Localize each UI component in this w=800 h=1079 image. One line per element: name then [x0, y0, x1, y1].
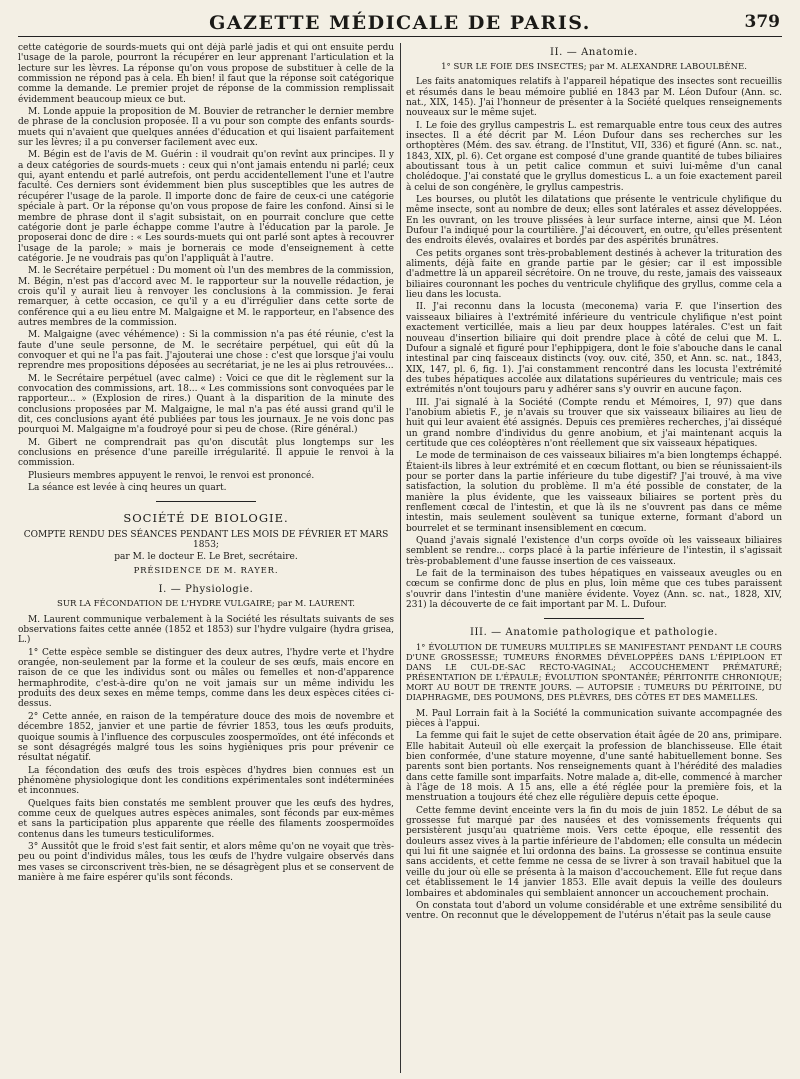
paragraph: Cette femme devint enceinte vers la fin du mois de juin 1852. Le début de sa grossesse fut marqué par des nausées et des vomissements fréquents qui persistèrent jusqu'au quatrième mois. Vers cette époque, elle ressentit des douleurs assez vives à la partie inférieure de l'abdomen; elle consulta un médecin qui lui fit une saignée et lui ordonna des bains. La grossesse se continua ensuite sans accidents, et cette femme ne cessa de se livrer à son travail habituel que la veille du jour où elle se présenta à la maison d'accouchement. Elle fut reçue dans cet établissement le 14 janvier 1853. Elle avait depuis la veille des douleurs lombaires et abdominales qui semblaient annoncer un accouchement prochain.	[406, 805, 782, 899]
paragraph: III. J'ai signalé à la Société (Compte rendu et Mémoires, I, 97) que dans l'anobium abietis F., je n'avais su trouver que six vaisseaux biliaires au lieu de huit qui leur avaient été assignés. Depuis ces premières recherches, j'ai disséqué un grand nombre d'individus du genre anobium, et j'ai maintenant acquis la certitude que ces coléoptères n'ont réellement que six vaisseaux hépatiques.	[406, 397, 782, 449]
paragraph: M. Paul Lorrain fait à la Société la communication suivante accompagnée des pièces à l'appui.	[406, 708, 782, 730]
paragraph: cette catégorie de sourds-muets qui ont déjà parlé jadis et qui ont ensuite perdu l'usage de la parole, pourront la récupérer en leur apprenant l'articulation et la lecture sur les lèvres. La réponse qu'on vous propose de substituer à celle de la commission ne répond pas à cela. Eh bien! il faut que la réponse soit catégorique comme la demande. Le premier projet de réponse de la commission remplissait évidemment beaucoup mieux ce but.	[18, 43, 394, 105]
society-title: SOCIÉTÉ DE BIOLOGIE.	[123, 511, 289, 526]
paragraph: Le mode de terminaison de ces vaisseaux biliaires m'a bien longtemps échappé. Étaient-ils libres à leur extrémité et en cœcum flottant, ou bien se réunissaient-ils pour se porter dans la partie inférieure du tube digestif? J'ai trouvé, à ma vive satisfaction, la solution du problème. Il m'a été possible de constater, de la manière la plus évidente, que les vaisseaux biliaires se portent près du renflement cœcal de l'intestin, et que là ils ne s'ouvrent pas dans ce même intestin, mais seulement soulèvent sa tunique externe, formant d'abord un bourrelet et se terminant insensiblement en cœcum.	[406, 451, 782, 534]
paragraph: M. Malgaigne (avec véhémence) : Si la commission n'a pas été réunie, c'est la faute d'une seule personne, de M. le secrétaire perpétuel, qui eût dû la convoquer et qui ne l'a pas fait. J'ajouterai une chose : c'est que lorsque j'ai voulu reprendre mes propositions déposées au secrétariat, je ne les ai plus retrouvées...	[18, 330, 394, 372]
paragraph: M. le Secrétaire perpétuel (avec calme) : Voici ce que dit le règlement sur la convocation des commissions, art. 18... « Les commissions sont convoquées par le rapporteur... » (Explosion de rires.) Quant à la disparition de la minute des conclusions proposées par M. Malgaigne, le mal n'a pas été aussi grand qu'il le dit, ces conclusions ayant été publiées par tous les journaux. Je ne vois donc pas pourquoi M. Malgaigne m'a foudroyé pour si peu de chose. (Rire général.)	[18, 373, 394, 436]
paragraph: Quelques faits bien constatés me semblent prouver que les œufs des hydres, comme ceux de quelques autres espèces animales, sont féconds par eux-mêmes et sans la participation plus apparente que réelle des filaments zoospermoïdes contenus dans les tumeurs testiculiformes.	[18, 798, 394, 840]
paragraph: On constata tout d'abord un volume considérable et une extrême sensibilité du ventre. On reconnut que le développement de l'utérus n'était pas la seule cause	[406, 900, 782, 922]
paragraph: La séance est levée à cinq heures un quart.	[28, 483, 227, 494]
paragraph: La femme qui fait le sujet de cette observation était âgée de 20 ans, primipare. Elle habitait Auteuil où elle exerçait la profession de blanchisseuse. Elle était bien conformée, d'une stature moyenne, d'une santé habituellement bonne. Ses parents sont bien portants. Nos renseignements quant à l'hérédité des maladies dans cette famille sont imparfaits. Notre malade a, dit-elle, commencé à marcher à l'âge de 18 mois. A 15 ans, elle a été réglée pour la première fois, et la menstruation a toujours été chez elle régulière depuis cette époque.	[406, 731, 782, 804]
paragraph: M. Londe appuie la proposition de M. Bouvier de retrancher le dernier membre de phrase de la conclusion proposée. Il a vu pour son compte des enfants sourds-muets qui n'avaient que quelques années d'éducation et qui lisaient parfaitement sur les lèvres; il a pu converser facilement avec eux.	[18, 107, 394, 149]
left-column	[18, 43, 394, 1073]
paragraph: Les bourses, ou plutôt les dilatations que présente le ventricule chylifique du même insecte, sont au nombre de deux; elles sont latérales et assez développées. En les ouvrant, on les trouve plissées à leur surface interne, ainsi que M. Léon Dufour l'a indiqué pour la courtilière. J'ai découvert, en outre, qu'elles présentent des endroits élevés, ovalaires et bordés par des aspérités brunâtres.	[406, 195, 782, 247]
column-rule	[400, 43, 401, 1073]
presidence-line: PRÉSIDENCE DE M. RAYER.	[133, 565, 279, 576]
paragraph: Ces petits organes sont très-probablement destinés à achever la trituration des aliments, déjà faite en grande partie par le gésier; car il est impossible d'admettre là un appareil sécrétoire. On ne trouve, du reste, jamais des vaisseaux biliaires couronnant les poches du ventricule chylifique des gryllus, comme cela a lieu dans les locusta.	[406, 248, 782, 301]
section-subtitle: SUR LA FÉCONDATION DE L'HYDRE VULGAIRE; par M. LAURENT.	[57, 598, 355, 609]
paragraph: M. Laurent communique verbalement à la Société les résultats suivants de ses observations faites cette année (1852 et 1853) sur l'hydre vulgaire (hydra grisea, L.)	[18, 614, 394, 646]
paragraph: M. Gibert ne comprendrait pas qu'on discutât plus longtemps sur les conclusions en présence d'une pareille irrégularité. Il appuie le renvoi à la commission.	[18, 437, 394, 469]
paragraph: Plusieurs membres appuyent le renvoi, le renvoi est prononcé.	[28, 470, 315, 481]
paragraph: La fécondation des œufs des trois espèces d'hydres bien connues est un phénomène physiologique dont les conditions expérimentales sont indéterminées et inconnues.	[18, 765, 394, 797]
section-title: II. — Anatomie.	[550, 47, 638, 58]
paragraph: M. Bégin est de l'avis de M. Guérin : il voudrait qu'on revînt aux principes. Il y a deux catégories de sourds-muets : ceux qui n'ont jamais entendu ni parlé; ceux qui, ayant entendu et parlé autrefois, ont perdu accidentellement l'une et l'autre faculté. Ces derniers sont évidemment bien plus susceptibles que les autres de récupérer l'usage de la parole. Il importe donc de faire de ceux-ci une catégorie spéciale à part. Or la réponse qu'on vous propose de faire les confond. Ainsi si le membre de phrase dont il s'agit subsistait, on en pourrait conclure que cette catégorie dont je parle échappe comme l'autre à l'éducation par la parole. Je proposerai donc de dire : « Les sourds-muets qui ont parlé sont aptes à recouvrer l'usage de la parole; » mais je bornerais ce mode d'enseignement à cette catégorie. Je ne voudrais pas qu'on l'appliquât à l'autre.	[18, 150, 394, 264]
page-header	[18, 10, 782, 37]
section-subtitle: 1° ÉVOLUTION DE TUMEURS MULTIPLES SE MANIFESTANT PENDANT LE COURS D'UNE GROSSESSE; TUMEURS ÉNORMES DÉVELOPPÉES DANS L'ÉPIPLOON ET DANS LE CUL-DE-SAC RECTO-VAGINAL; ACCOUCHEMENT PRÉMATURÉ; PRÉSENTATION DE L'ÉPAULE; ÉVOLUTION SPONTANÉE; PÉRITONITE CHRONIQUE; MORT AU BOUT DE TRENTE JOURS. — AUTOPSIE : TUMEURS DU PÉRITOINE, DU DIAPHRAGME, DES POUMONS, DES PLÈVRES, DES CÔTES ET DES MAMELLES.	[406, 641, 782, 702]
section-subtitle: 1° SUR LE FOIE DES INSECTES; par M. ALEXANDRE LABOULBÈNE.	[441, 61, 747, 72]
paragraph: II. J'ai reconnu dans la locusta (meconema) varia F. que l'insertion des vaisseaux biliaires à l'extrémité inférieure du ventricule chylifique n'est point exactement verticillée, mais a lieu par deux houppes latérales. C'est un fait nouveau d'insertion biliaire qui doit prendre place à côté de celui que M. L. Dufour a signalé et figuré pour l'ephippigera, dont le foie s'abouche dans le canal intestinal par cinq faisceaux distincts (voy. ouv. cité, 350, et Ann. sc. nat., 1843, XIX, 147, pl. 6, fig. 1). J'ai constamment rencontré dans les locusta l'extrémité des tubes hépatiques accolée aux dilatations supérieures du ventricule; mais ces extrémités n'ont toujours paru y adhérer sans s'y ouvrir en aucune façon.	[406, 302, 782, 396]
paragraph: 3° Aussitôt que le froid s'est fait sentir, et alors même qu'on ne voyait que très-peu ou point d'individus mâles, tous les œufs de l'hydre vulgaire observés dans mes vases se circonscrivent très-bien, ne se désagrègent plus et se conservent de manière à me faire espérer qu'ils sont féconds.	[18, 841, 394, 883]
secretaire-line: par M. le docteur E. Le Bret, secrétaire.	[114, 552, 298, 563]
section-divider	[156, 501, 256, 502]
right-column	[406, 43, 782, 1073]
compte-rendu: COMPTE RENDU DES SÉANCES PENDANT LES MOIS DE FÉVRIER ET MARS 1853;	[23, 529, 389, 550]
paragraph: Les faits anatomiques relatifs à l'appareil hépatique des insectes sont recueillis et résumés dans le beau mémoire publié en 1843 par M. Léon Dufour (Ann. sc. nat., XIX, 145). J'ai l'honneur de présenter à la Société quelques renseignements nouveaux sur le même sujet.	[406, 77, 782, 119]
section-title: III. — Anatomie pathologique et pathologie.	[469, 627, 719, 639]
paragraph: I. Le foie des gryllus campestris L. est remarquable entre tous ceux des autres insectes. Il a été décrit par M. Léon Dufour dans ses recherches sur les orthoptères (Mém. des sav. étrang. de l'Institut, VII, 336) et figuré (Ann. sc. nat., 1843, XIX, pl. 6). Cet organe est composé d'une grande quantité de tubes biliaires aboutissant tous à un petit calice commun et suivi lui-même d'un canal cholédoque. J'ai constaté que le gryllus domesticus L. a un foie exactement pareil à celui de son congénère, le gryllus campestris.	[406, 120, 782, 193]
paragraph: 1° Cette espèce semble se distinguer des deux autres, l'hydre verte et l'hydre orangée, non-seulement par la forme et la couleur de ses œufs, mais encore en raison de ce que les individus sont ou mâles ou femelles et non-d'apparence hermaphrodite, c'est-à-dire qu'on ne voit jamais sur un même individu les produits des deux sexes en même temps, comme dans les deux espèces citées ci-dessus.	[18, 647, 394, 710]
paragraph: M. le Secrétaire perpétuel : Du moment où l'un des membres de la commission, M. Bégin, n'est pas d'accord avec M. le rapporteur sur la nouvelle rédaction, je crois qu'il y aurait lieu à renvoyer les conclusions à la commission. Je ferai remarquer, à cette occasion, ce qu'il y a eu d'irrégulier dans cette sorte de conférence qui a eu lieu entre M. Malgaigne et M. le rapporteur, en l'absence des autres membres de la commission.	[18, 266, 394, 328]
two-column-body	[18, 43, 782, 1073]
section-title: I. — Physiologie.	[158, 584, 254, 596]
journal-title: GAZETTE MÉDICALE DE PARIS.	[209, 12, 591, 34]
paragraph: 2° Cette année, en raison de la température douce des mois de novembre et décembre 1852, janvier et une partie de février 1853, tous les œufs produits, quoique soumis à l'influence des corpuscules zoospermoïdes, ont été inféconds et se sont désagrégés malgré tous les soins hygiéniques pris pour prévenir ce résultat négatif.	[18, 711, 394, 764]
paragraph: Le fait de la terminaison des tubes hépatiques en vaisseaux aveugles ou en cœcum se confirme donc de plus en plus, loin même que ces tubes paraissent s'ouvrir dans l'intestin d'une manière évidente. Voyez (Ann. sc. nat., 1828, XIV, 231) la découverte de ce fait important par M. L. Dufour.	[406, 569, 782, 611]
section-divider	[544, 618, 644, 619]
page-number: 379	[744, 12, 780, 32]
paragraph: Quand j'avais signalé l'existence d'un corps ovoïde où les vaisseaux biliaires semblent se rendre... corps placé à la partie inférieure de l'intestin, il s'agissait très-probablement d'une fausse insertion de ces vaisseaux.	[406, 536, 782, 567]
